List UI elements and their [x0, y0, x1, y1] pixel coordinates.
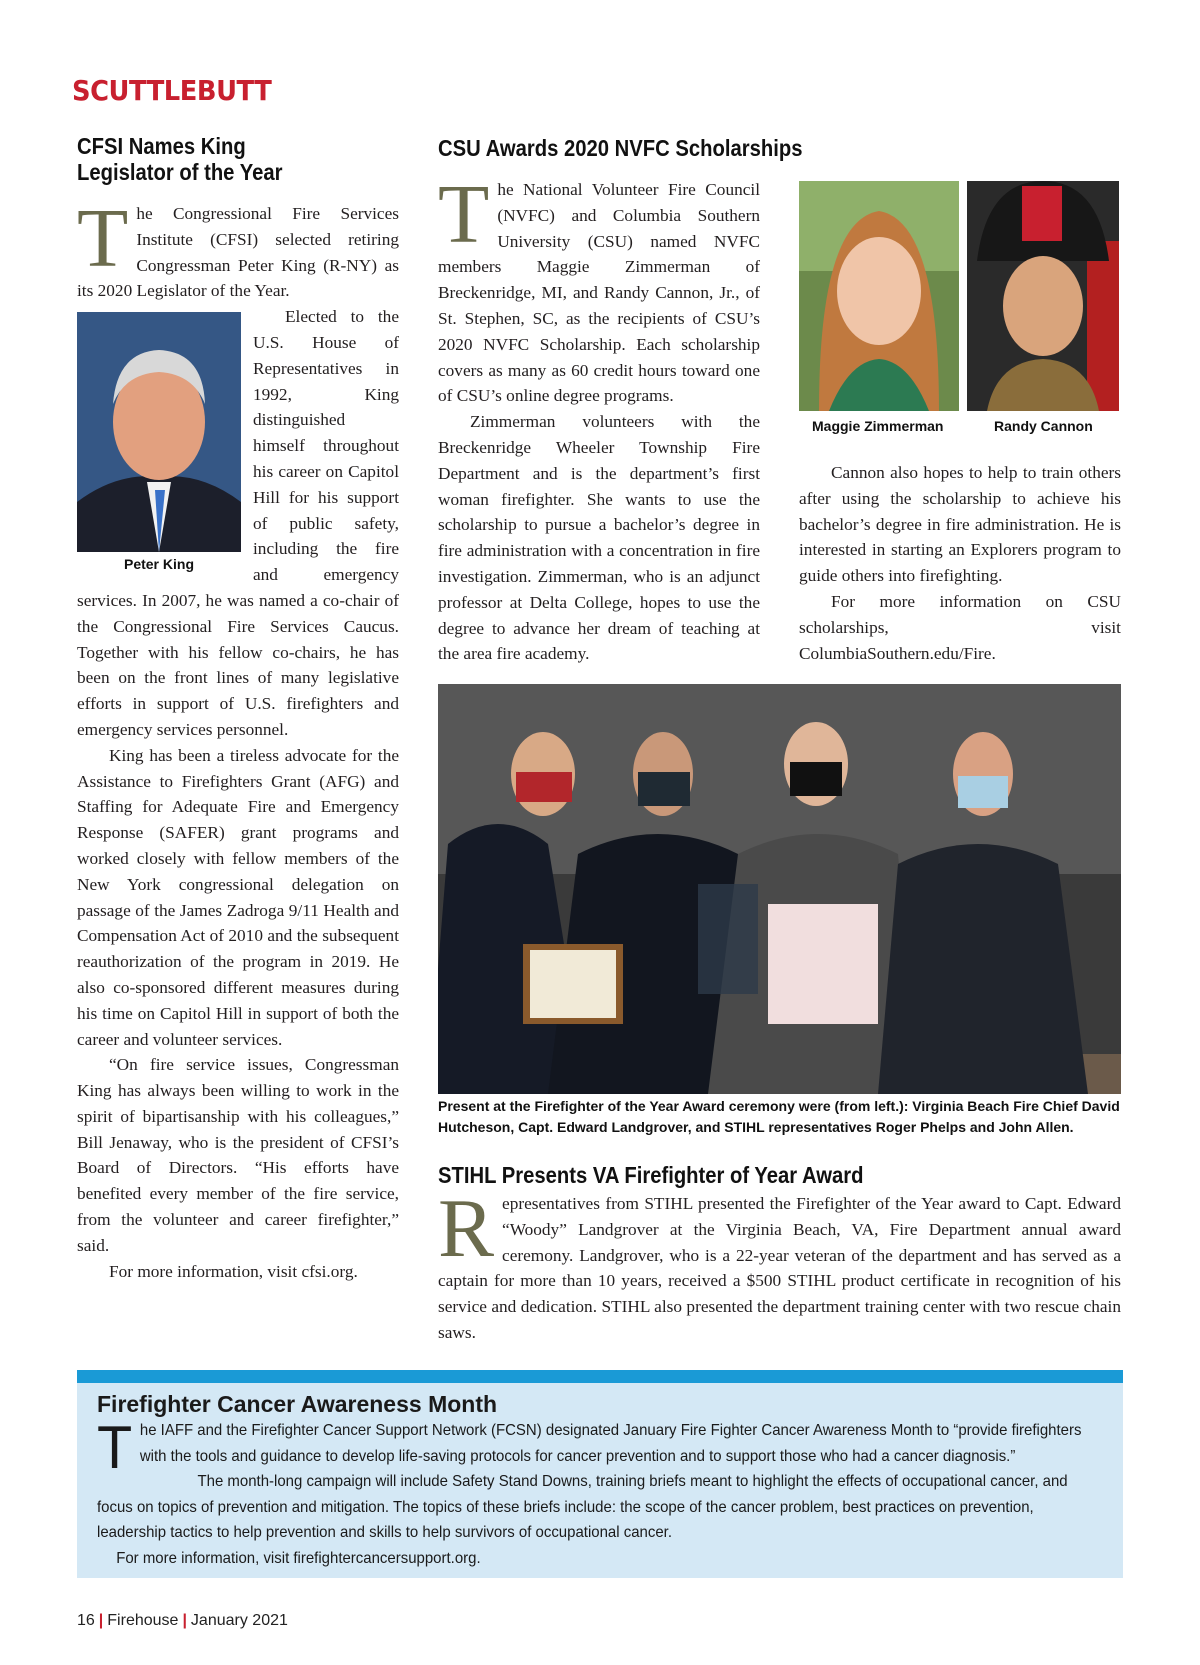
peter-king-photo-block: [77, 312, 241, 575]
csu-article-col1: [438, 168, 760, 667]
maggie-zimmerman-caption: Maggie Zimmerman: [812, 418, 944, 434]
randy-cannon-caption: Randy Cannon: [994, 418, 1093, 434]
section-label: SCUTTLEBUTT: [72, 74, 272, 107]
peter-king-photo: [77, 312, 241, 552]
cancer-awareness-box: [77, 1370, 1123, 1578]
maggie-zimmerman-photo: [799, 181, 959, 411]
cfsi-headline: [77, 133, 282, 185]
cfsi-paragraph-4: “On fire service issues, Congressman King has always been willing to work in the spirit of bipartisanship with his colleagues,” Bill Jenaway, who is the president of CFSI’s Board of Directors. “His efforts have benefited every member of the fire service, from the volunteer and career firefighter,” said.: [77, 1055, 399, 1255]
cfsi-paragraph-1: The Congressional Fire Services Institute (CFSI) selected retiring Congressman Peter King (R-NY) as its 2020 Legislator of the Year.: [77, 192, 399, 301]
magazine-name: Firehouse: [107, 1612, 179, 1629]
stihl-article: [438, 1182, 1121, 1346]
separator: |: [98, 1612, 104, 1629]
csu-paragraph-1: The National Volunteer Fire Council (NVFC) and Columbia Southern University (CSU) named NVFC members Maggie Zimmerman of Breckenridge, MI, and Randy Cannon, Jr., of St. Stephen, SC, as the recipients of CSU’s 2020 NVFC Scholarship. Each scholarship covers as many as 60 credit hours toward one of CSU’s online degree programs.: [438, 168, 760, 406]
ceremony-caption: Present at the Firefighter of the Year Award ceremony were (from left.): Virginia Beach Fire Chief David Hutcheson, Capt. Edward Landgrover, and STIHL representatives Roger Phelps and John Allen.: [438, 1098, 1120, 1135]
csu-paragraph-2: Zimmerman volunteers with the Breckenridge Wheeler Township Fire Department and is the department’s first woman firefighter. She wants to use the scholarship to pursue a bachelor’s degree in fire administration with a concentration in fire investigation. Zimmerman, who is an adjunct professor at Delta College, hopes to use the degree to advance her dream of teaching at the area fire academy.: [438, 412, 760, 664]
csu-headline: CSU Awards 2020 NVFC Scholarships: [438, 135, 803, 161]
cfsi-article: [77, 192, 399, 1284]
cfsi-paragraph-2: Elected to the U.S. House of Representatives in 1992, King distinguished himself throughout his career on Capitol Hill for his support of public safety, including the fire and emergency services. In 2007, he was named a co-chair of the Congressional Fire Services Caucus. Together with his fellow co-chairs, he has been on the front lines of many legislative efforts in support of U.S. firefighters and emergency services personnel.: [77, 307, 399, 739]
issue-date: January 2021: [190, 1612, 288, 1629]
drop-cap: T: [97, 1414, 133, 1481]
csu-paragraph-3: Cannon also hopes to help to train others after using the scholarship to achieve his bachelor’s degree in fire administration. He is interested in starting an Explorers program to guide others into firefighting.: [799, 463, 1121, 586]
stihl-paragraph-1: Representatives from STIHL presented the Firefighter of the Year award to Capt. Edward “Woody” Landgrover at the Virginia Beach, VA, Fire Department annual award ceremony. Landgrover, who is a 22-year veteran of the department and has served as a captain for more than 10 years, received a $500 STIHL product certificate in recognition of his service and dedication. STIHL also presented the department training center with two rescue chain saws.: [438, 1182, 1121, 1342]
cancer-awareness-title: Firefighter Cancer Awareness Month: [97, 1391, 498, 1417]
page-footer: [77, 1612, 288, 1630]
drop-cap: R: [438, 1182, 495, 1275]
cancer-paragraph-3: For more information, visit firefightercancersupport.org.: [116, 1549, 481, 1567]
drop-cap: T: [438, 168, 490, 261]
csu-article-col2: [799, 460, 1121, 666]
cancer-awareness-text: [97, 1414, 1100, 1571]
cfsi-paragraph-5: For more information, visit cfsi.org.: [109, 1261, 358, 1281]
stihl-headline: STIHL Presents VA Firefighter of Year Award: [438, 1162, 864, 1188]
randy-cannon-photo: [967, 181, 1119, 411]
cfsi-headline-line1: CFSI Names King: [77, 133, 246, 159]
peter-king-caption: Peter King: [123, 556, 194, 573]
cfsi-paragraph-3: King has been a tireless advocate for the Assistance to Firefighters Grant (AFG) and Staffing for Adequate Fire and Emergency Response (SAFER) grant programs and worked closely with fellow members of the New York congressional delegation on passage of the James Zadroga 9/11 Health and Compensation Act of 2010 and the subsequent reauthorization of the program in 2019. He also co-sponsored different measures during his time on Capitol Hill in support of both the career and volunteer services.: [77, 745, 399, 1049]
cfsi-headline-line2: Legislator of the Year: [77, 159, 283, 185]
cancer-paragraph-1: The IAFF and the Firefighter Cancer Support Network (FCSN) designated January Fire Fighter Cancer Awareness Month to “provide firefighters with the tools and guidance to develop life-saving protocols for cancer prevention and to support those who had a cancer diagnosis.”: [97, 1414, 1082, 1481]
separator: |: [182, 1612, 187, 1629]
csu-paragraph-4: For more information on CSU scholarships, visit ColumbiaSouthern.edu/Fire.: [799, 591, 1121, 663]
drop-cap: T: [77, 192, 129, 285]
cancer-paragraph-2: The month-long campaign will include Safety Stand Downs, training briefs meant to highlight the effects of occupational cancer, and focus on topics of prevention and mitigation. The topics of these briefs include: the scope of the cancer problem, best practices on prevention, leadership tactics to help prevention and skills to help survivors of occupational cancer.: [97, 1473, 1068, 1541]
page-number: 16: [77, 1612, 95, 1629]
ceremony-photo: [438, 684, 1121, 1094]
